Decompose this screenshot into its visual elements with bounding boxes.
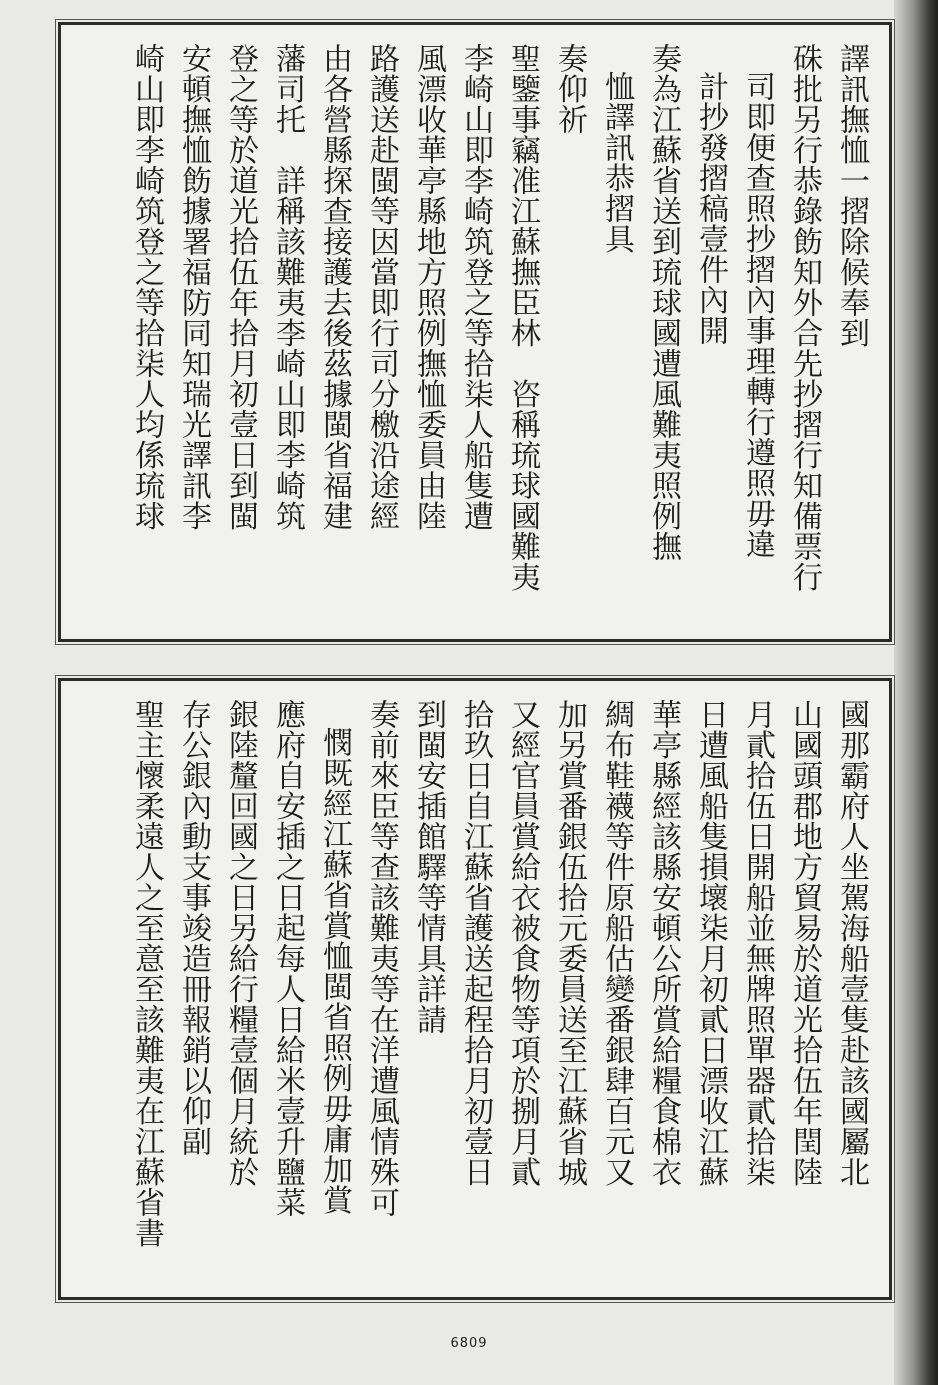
text-column: 加另賞番銀伍拾元委員送至江蘇省城	[552, 699, 587, 1187]
book-gutter-shadow	[894, 0, 938, 1385]
text-column: 聖鑒事竊准江蘇撫臣林 咨稱琉球國難夷	[505, 43, 540, 592]
text-column: 登之等於道光拾伍年拾月初壹日到閩	[223, 43, 258, 531]
text-column: 存公銀內動支事竣造冊報銷以仰副	[176, 699, 211, 1157]
text-column: 又經官員賞給衣被食物等項於捌月貳	[505, 699, 540, 1187]
text-column: 拾玖日自江蘇省護送起程拾月初壹日	[458, 699, 493, 1187]
text-column: 李崎山即李崎筑登之等拾柒人船隻遭	[458, 43, 493, 531]
text-column: 奏仰祈	[552, 43, 587, 135]
text-column: 安頓撫恤飭據署福防同知瑞光譯訊李	[176, 43, 211, 531]
text-column: 聖主懷柔遠人之至意至該難夷在江蘇省書	[129, 699, 164, 1248]
text-column: 譯訊撫恤一摺除候奉到	[834, 43, 869, 348]
text-column: 山國頭郡地方貿易於道光拾伍年閏陸	[787, 699, 822, 1187]
text-column: 藩司托 詳稱該難夷李崎山即李崎筑	[270, 43, 305, 531]
text-column: 恤譯訊恭摺具	[599, 71, 634, 254]
text-column: 硃批另行恭錄飭知外合先抄摺行知備票行	[787, 43, 822, 592]
lower-document-panel	[58, 678, 892, 1300]
text-column: 司即便查照抄摺內事理轉行遵照毋違	[740, 71, 775, 559]
text-column: 風漂收華亭縣地方照例撫恤委員由陸	[411, 43, 446, 531]
text-column: 路護送赴閩等因當即行司分檄沿途經	[364, 43, 399, 531]
text-column: 銀陸釐回國之日另給行糧壹個月統於	[223, 699, 258, 1187]
text-column: 憫既經江蘇省賞恤閩省照例毋庸加賞	[317, 727, 352, 1215]
text-column: 奏前來臣等查該難夷等在洋遭風情殊可	[364, 699, 399, 1218]
text-column: 崎山即李崎筑登之等拾柒人均係琉球	[129, 43, 164, 531]
text-column: 奏為江蘇省送到琉球國遭風難夷照例撫	[646, 43, 681, 562]
text-column: 到閩安插館驛等情具詳請	[411, 699, 446, 1035]
upper-document-panel	[58, 22, 892, 642]
page-number: 6809	[450, 1336, 488, 1351]
text-column: 綢布鞋襪等件原船估變番銀肆百元又	[599, 699, 634, 1187]
text-column: 月貳拾伍日開船並無牌照單器貳拾柒	[740, 699, 775, 1187]
text-column: 計抄發摺稿壹件內開	[693, 71, 728, 346]
text-column: 國那霸府人坐駕海船壹隻赴該國屬北	[834, 699, 869, 1187]
text-column: 華亭縣經該縣安頓公所賞給糧食棉衣	[646, 699, 681, 1187]
lower-text-columns	[75, 699, 875, 1283]
upper-text-columns	[75, 43, 875, 625]
text-column: 日遭風船隻損壞柒月初貳日漂收江蘇	[693, 699, 728, 1187]
text-column: 應府自安插之日起每人日給米壹升鹽菜	[270, 699, 305, 1218]
text-column: 由各營縣探查接護去後茲據閩省福建	[317, 43, 352, 531]
